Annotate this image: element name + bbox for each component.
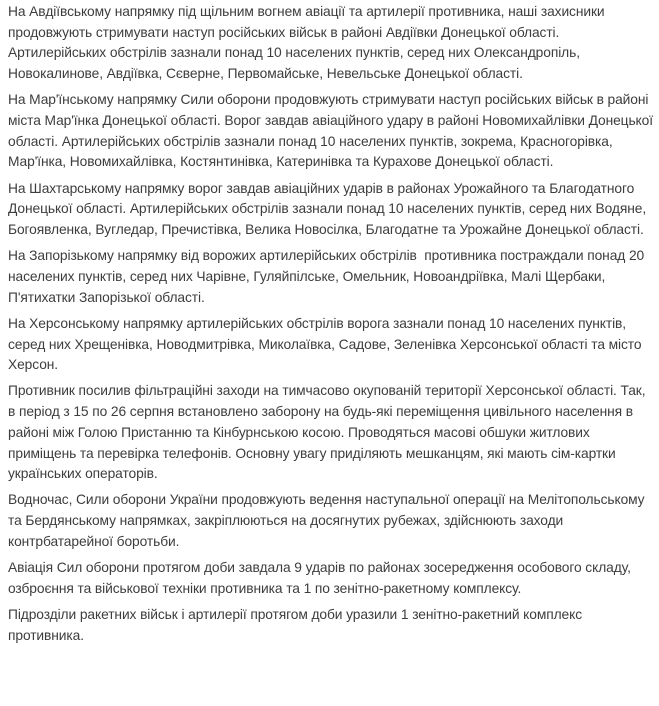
paragraph-shakhtarsk-direction: На Шахтарському напрямку ворог завдав авіаційних ударів в районах Урожайного та Благодатного Донецької області. Артилерійських обстрілів зазнали понад 10 населених пунктів, серед них Водяне, Богоявленка, Вугледар, Пречистівка, Велика Новосілка, Благодатне та Урожайне Донецької області. <box>8 180 650 238</box>
paragraph-zaporizhzhia-direction: На Запорізькому напрямку від ворожих артилерійських обстрілів противника постраждали понад 20 населених пунктів, серед них Чарівне, Гуляйпілське, Омельник, Новоандріївка, Малі Щербаки, П'ятихатки Запорізької області. <box>8 248 648 305</box>
paragraph-filtration-measures: Противник посилив фільтраційні заходи на тимчасово окупованій території Херсонської області. Так, в період з 15 по 26 серпня встановлено заборону на будь-які переміщення цивільного населення в районі між Голою Пристанню та Кінбурнською косою. Проводяться масові обшуки житлових приміщень та перевірка телефонів. Основну увагу приділяють мешканцям, які мають сім-картки українських операторів. <box>8 383 650 482</box>
paragraph-aviation-strikes: Авіація Сил оборони протягом доби завдала 9 ударів по районах зосередження особового складу, озброєння та військової техніки противника та 1 по зенітно-ракетному комплексу. <box>8 560 635 596</box>
paragraph-avdiivka-direction: На Авдіївському напрямку під щільним вогнем авіації та артилерії противника, наші захисники продовжують стримувати наступ російських військ в районі Авдіївки Донецької області. Артилерійських обстрілів зазнали понад 10 населених пунктів, серед них Олександропіль, Новокалинове, Авдіївка, Сєверне, Первомайське, Невельське Донецької області. <box>8 4 612 82</box>
paragraph-missile-artillery: Підрозділи ракетних військ і артилерії протягом доби уразили 1 зенітно-ракетний комплекс противника. <box>8 606 586 643</box>
paragraph-kherson-direction: На Херсонському напрямку артилерійських обстрілів ворога зазнали понад 10 населених пунктів, серед них Хрещенівка, Новодмитрівка, Миколаївка, Садове, Зеленівка Херсонської області та місто Херсон. <box>8 315 646 373</box>
paragraph-marinka-direction: На Мар'їнському напрямку Сили оборони продовжують стримувати наступ російських військ в районі міста Мар'їнка Донецької області. Ворог завдав авіаційного удару в районі Новомихайлівки Донецької області. Артилерійських обстрілів зазнали понад 10 населених пунктів, зокрема, Красногорівка, Мар'їнка, Новомихайлівка, Костянтинівка, Катеринівка та Курахове Донецької області. <box>8 92 657 170</box>
paragraph-offensive-operation: Водночас, Сили оборони України продовжують ведення наступальної операції на Мелітопольському та Бердянському напрямках, закріплюються на досягнутих рубежах, здійснюють заходи контрбатарейної боротьби. <box>8 492 649 549</box>
